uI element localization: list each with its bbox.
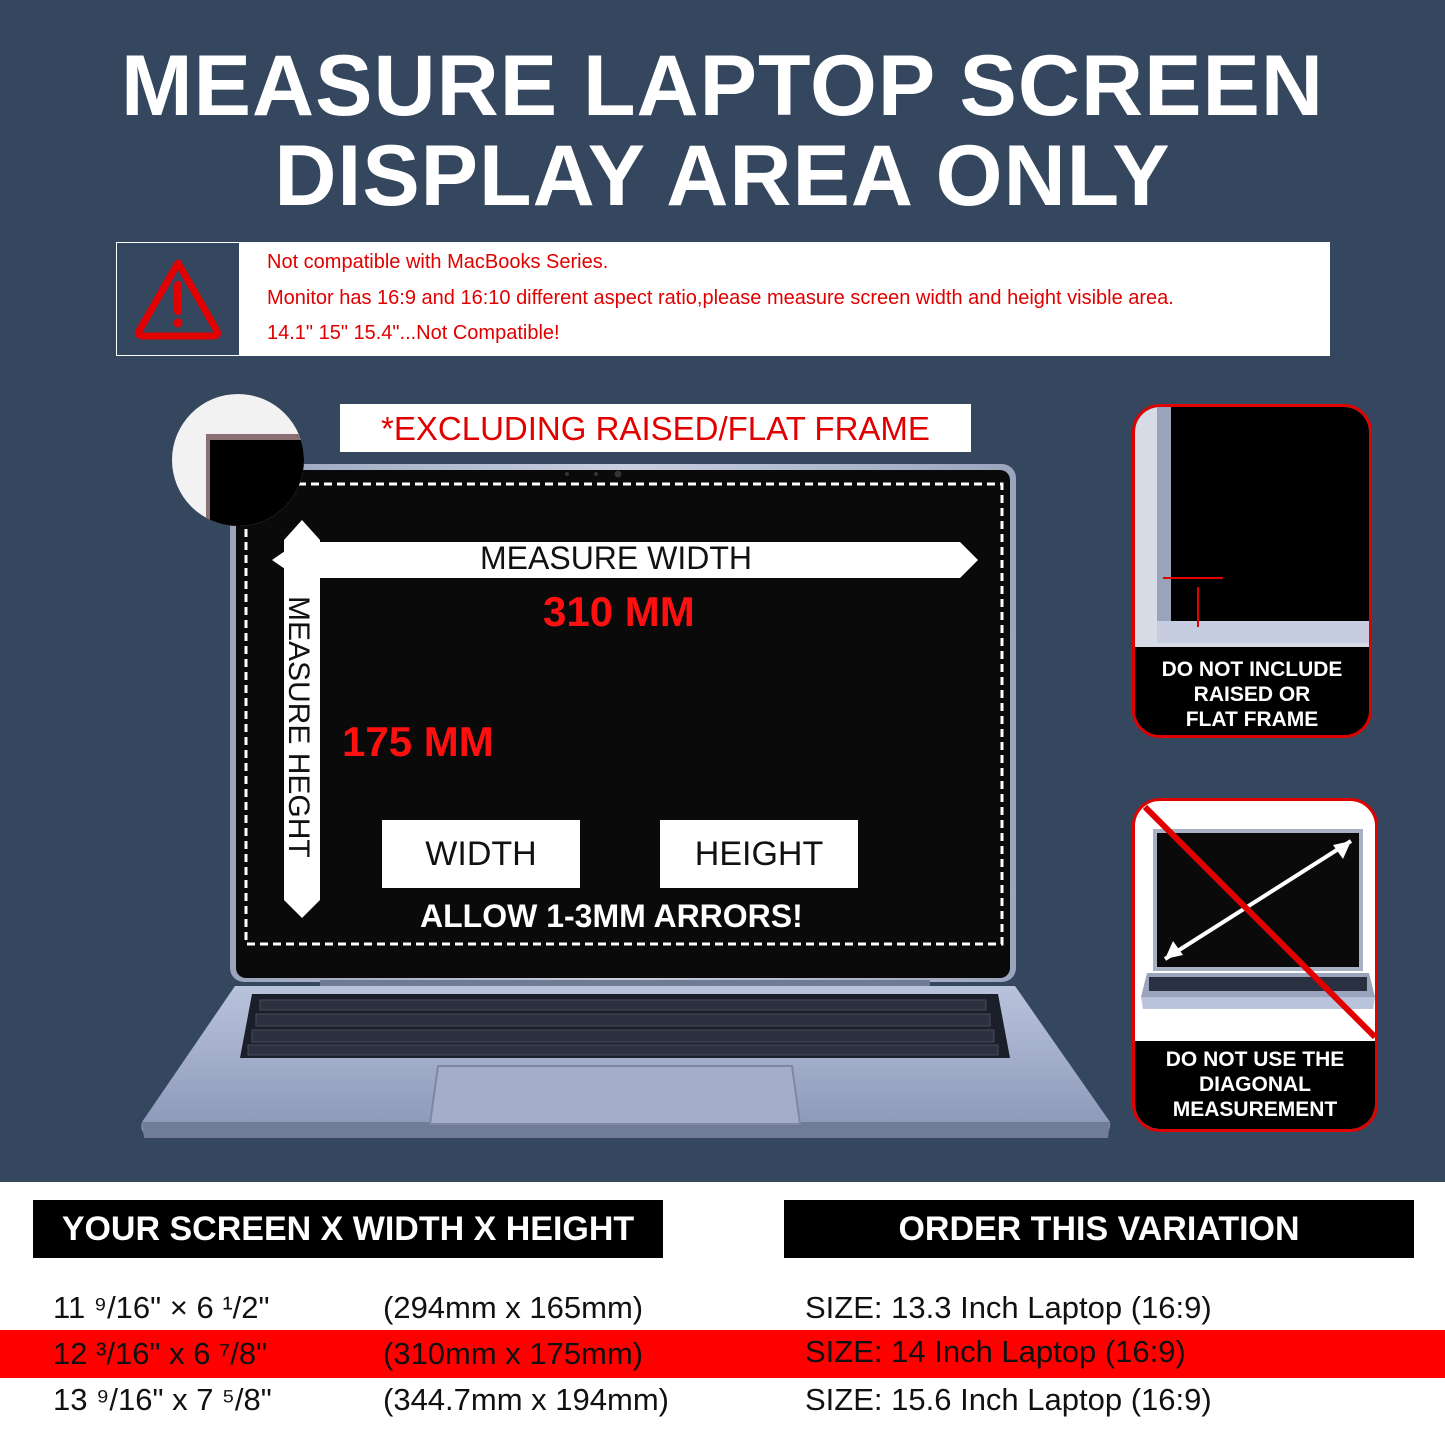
height-value: 175 MM — [342, 718, 494, 765]
height-button: HEIGHT — [660, 820, 858, 888]
side-panel-diagonal — [1132, 798, 1378, 1132]
row-3-variation: SIZE: 15.6 Inch Laptop (16:9) — [805, 1382, 1212, 1417]
warning-line-3: 14.1" 15" 15.4"...Not Compatible! — [267, 322, 560, 344]
left-table-header: YOUR SCREEN X WIDTH X HEIGHT — [33, 1200, 663, 1258]
warning-line-2: Monitor has 16:9 and 16:10 different aspect ratio,please measure screen width and height visible area. — [267, 287, 1174, 309]
measure-height-label: MEASURE HEGHT — [282, 596, 315, 858]
row-3-inches: 13 ⁹/16" x 7 ⁵/8" — [53, 1382, 272, 1417]
tolerance-note: ALLOW 1-3MM ARRORS! — [420, 898, 803, 934]
side-panel-frame — [1132, 404, 1372, 738]
side-panel-2-label: DO NOT USE THE DIAGONAL MEASUREMENT — [1165, 1048, 1345, 1121]
width-button: WIDTH — [382, 820, 580, 888]
width-value: 310 MM — [543, 588, 695, 635]
excluding-frame-label: *EXCLUDING RAISED/FLAT FRAME — [340, 404, 971, 452]
row-2-inches: 12 ³/16" x 6 ⁷/8" — [53, 1336, 268, 1371]
row-1-inches: 11 ⁹/16" × 6 ¹/2" — [53, 1290, 270, 1325]
side-panel-1-label: DO NOT INCLUDE RAISED OR FLAT FRAME — [1161, 658, 1343, 731]
warning-line-1: Not compatible with MacBooks Series. — [267, 251, 609, 273]
measure-width-label: MEASURE WIDTH — [480, 540, 752, 576]
warning-icon-cell — [116, 242, 240, 356]
page-title-line-1: MEASURE LAPTOP SCREEN — [121, 38, 1324, 134]
corner-zoom-circle — [172, 394, 304, 526]
row-1-variation: SIZE: 13.3 Inch Laptop (16:9) — [805, 1290, 1212, 1325]
page-title-line-2: DISPLAY AREA ONLY — [274, 128, 1171, 224]
row-2-variation: SIZE: 14 Inch Laptop (16:9) — [805, 1334, 1186, 1369]
warning-triangle-icon — [117, 243, 239, 355]
row-3-mm: (344.7mm x 194mm) — [383, 1382, 669, 1417]
row-1-mm: (294mm x 165mm) — [383, 1290, 644, 1325]
right-table-header: ORDER THIS VARIATION — [784, 1200, 1414, 1258]
row-2-mm: (310mm x 175mm) — [383, 1336, 644, 1371]
